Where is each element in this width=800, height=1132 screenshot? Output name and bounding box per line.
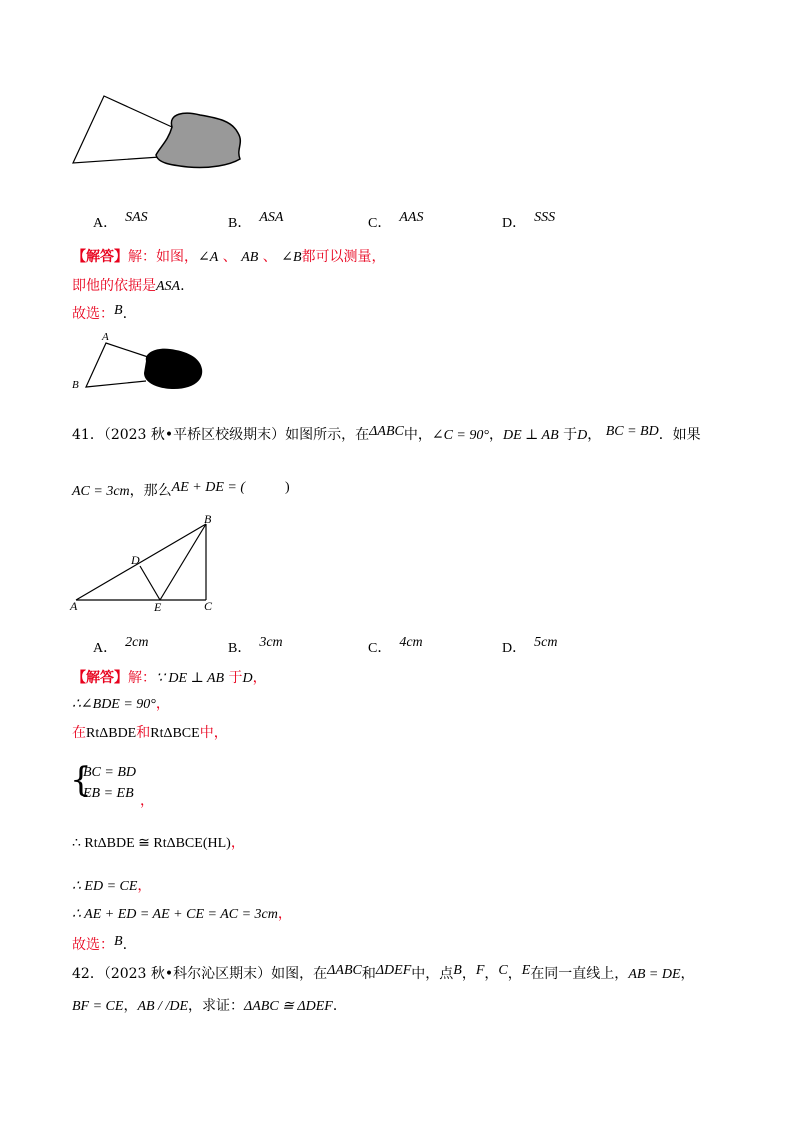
figure-broken-triangle <box>60 85 260 175</box>
system-eq2: EB = EB <box>83 786 134 801</box>
q41-answer: 故选：B. <box>72 934 128 953</box>
q41-option-a: A． 2cm <box>93 635 149 656</box>
label-a: A <box>102 331 109 343</box>
small-triangle-edges <box>86 343 148 387</box>
label-d: D <box>131 553 140 567</box>
q40-answer: 故选：B. <box>72 303 128 322</box>
q40-option-c: C． AAS <box>368 210 424 231</box>
q41-solution-line1: 【解答】解：∵ DE ⊥ AB 于D， <box>72 670 267 686</box>
q41-option-d: D． 5cm <box>502 635 558 656</box>
q41-statement-line1: 41．（2023 秋•平桥区校级期末）如图所示，在ΔABC中，∠C = 90°，DE ⊥ AB 于D， BC = BD．如果 <box>72 424 701 443</box>
system-end: ， <box>140 793 154 809</box>
q41-option-b: B． 3cm <box>228 635 283 656</box>
label-b: B <box>72 379 79 391</box>
q40-option-d: D． SSS <box>502 210 556 231</box>
triangle-lines <box>76 524 206 600</box>
system-brace: { <box>70 760 92 800</box>
q41-solution-line2: ∴∠BDE = 90°， <box>72 696 170 712</box>
figure-small-triangle <box>68 325 218 400</box>
label-e: E <box>154 600 162 612</box>
black-blot <box>144 349 202 389</box>
label-b: B <box>204 512 212 526</box>
q41-solution-line4: ∴ RtΔBDE ≅ RtΔBCE(HL)， <box>72 835 245 851</box>
q41-option-c: C． 4cm <box>368 635 423 656</box>
q41-solution-line5: ∴ ED = CE， <box>72 878 152 894</box>
q40-solution-line2: 即他的依据是ASA. <box>72 278 185 294</box>
q41-statement-line2: AC = 3cm，那么AE + DE = ( ) <box>72 480 290 499</box>
label-a: A <box>70 599 78 612</box>
system-eq1: BC = BD <box>83 765 136 780</box>
q40-option-a: A． SAS <box>93 210 148 231</box>
q40-solution-line1: 【解答】解：如图，∠A 、 AB 、 ∠B都可以测量， <box>72 249 386 265</box>
ink-blot <box>156 113 240 167</box>
figure-triangle-abc <box>68 512 228 612</box>
q42-statement-line2: BF = CE，AB / /DE，求证：ΔABC ≅ ΔDEF． <box>72 998 347 1014</box>
q42-statement-line1: 42．（2023 秋•科尔沁区期末）如图，在ΔABC和ΔDEF中，点B，F，C，E在同一直线上，AB = DE， <box>72 963 695 982</box>
q41-solution-line3: 在RtΔBDE和RtΔBCE中， <box>72 725 228 741</box>
q40-option-b: B． ASA <box>228 210 284 231</box>
label-c: C <box>204 599 213 612</box>
q41-solution-line6: ∴ AE + ED = AE + CE = AC = 3cm， <box>72 906 292 922</box>
